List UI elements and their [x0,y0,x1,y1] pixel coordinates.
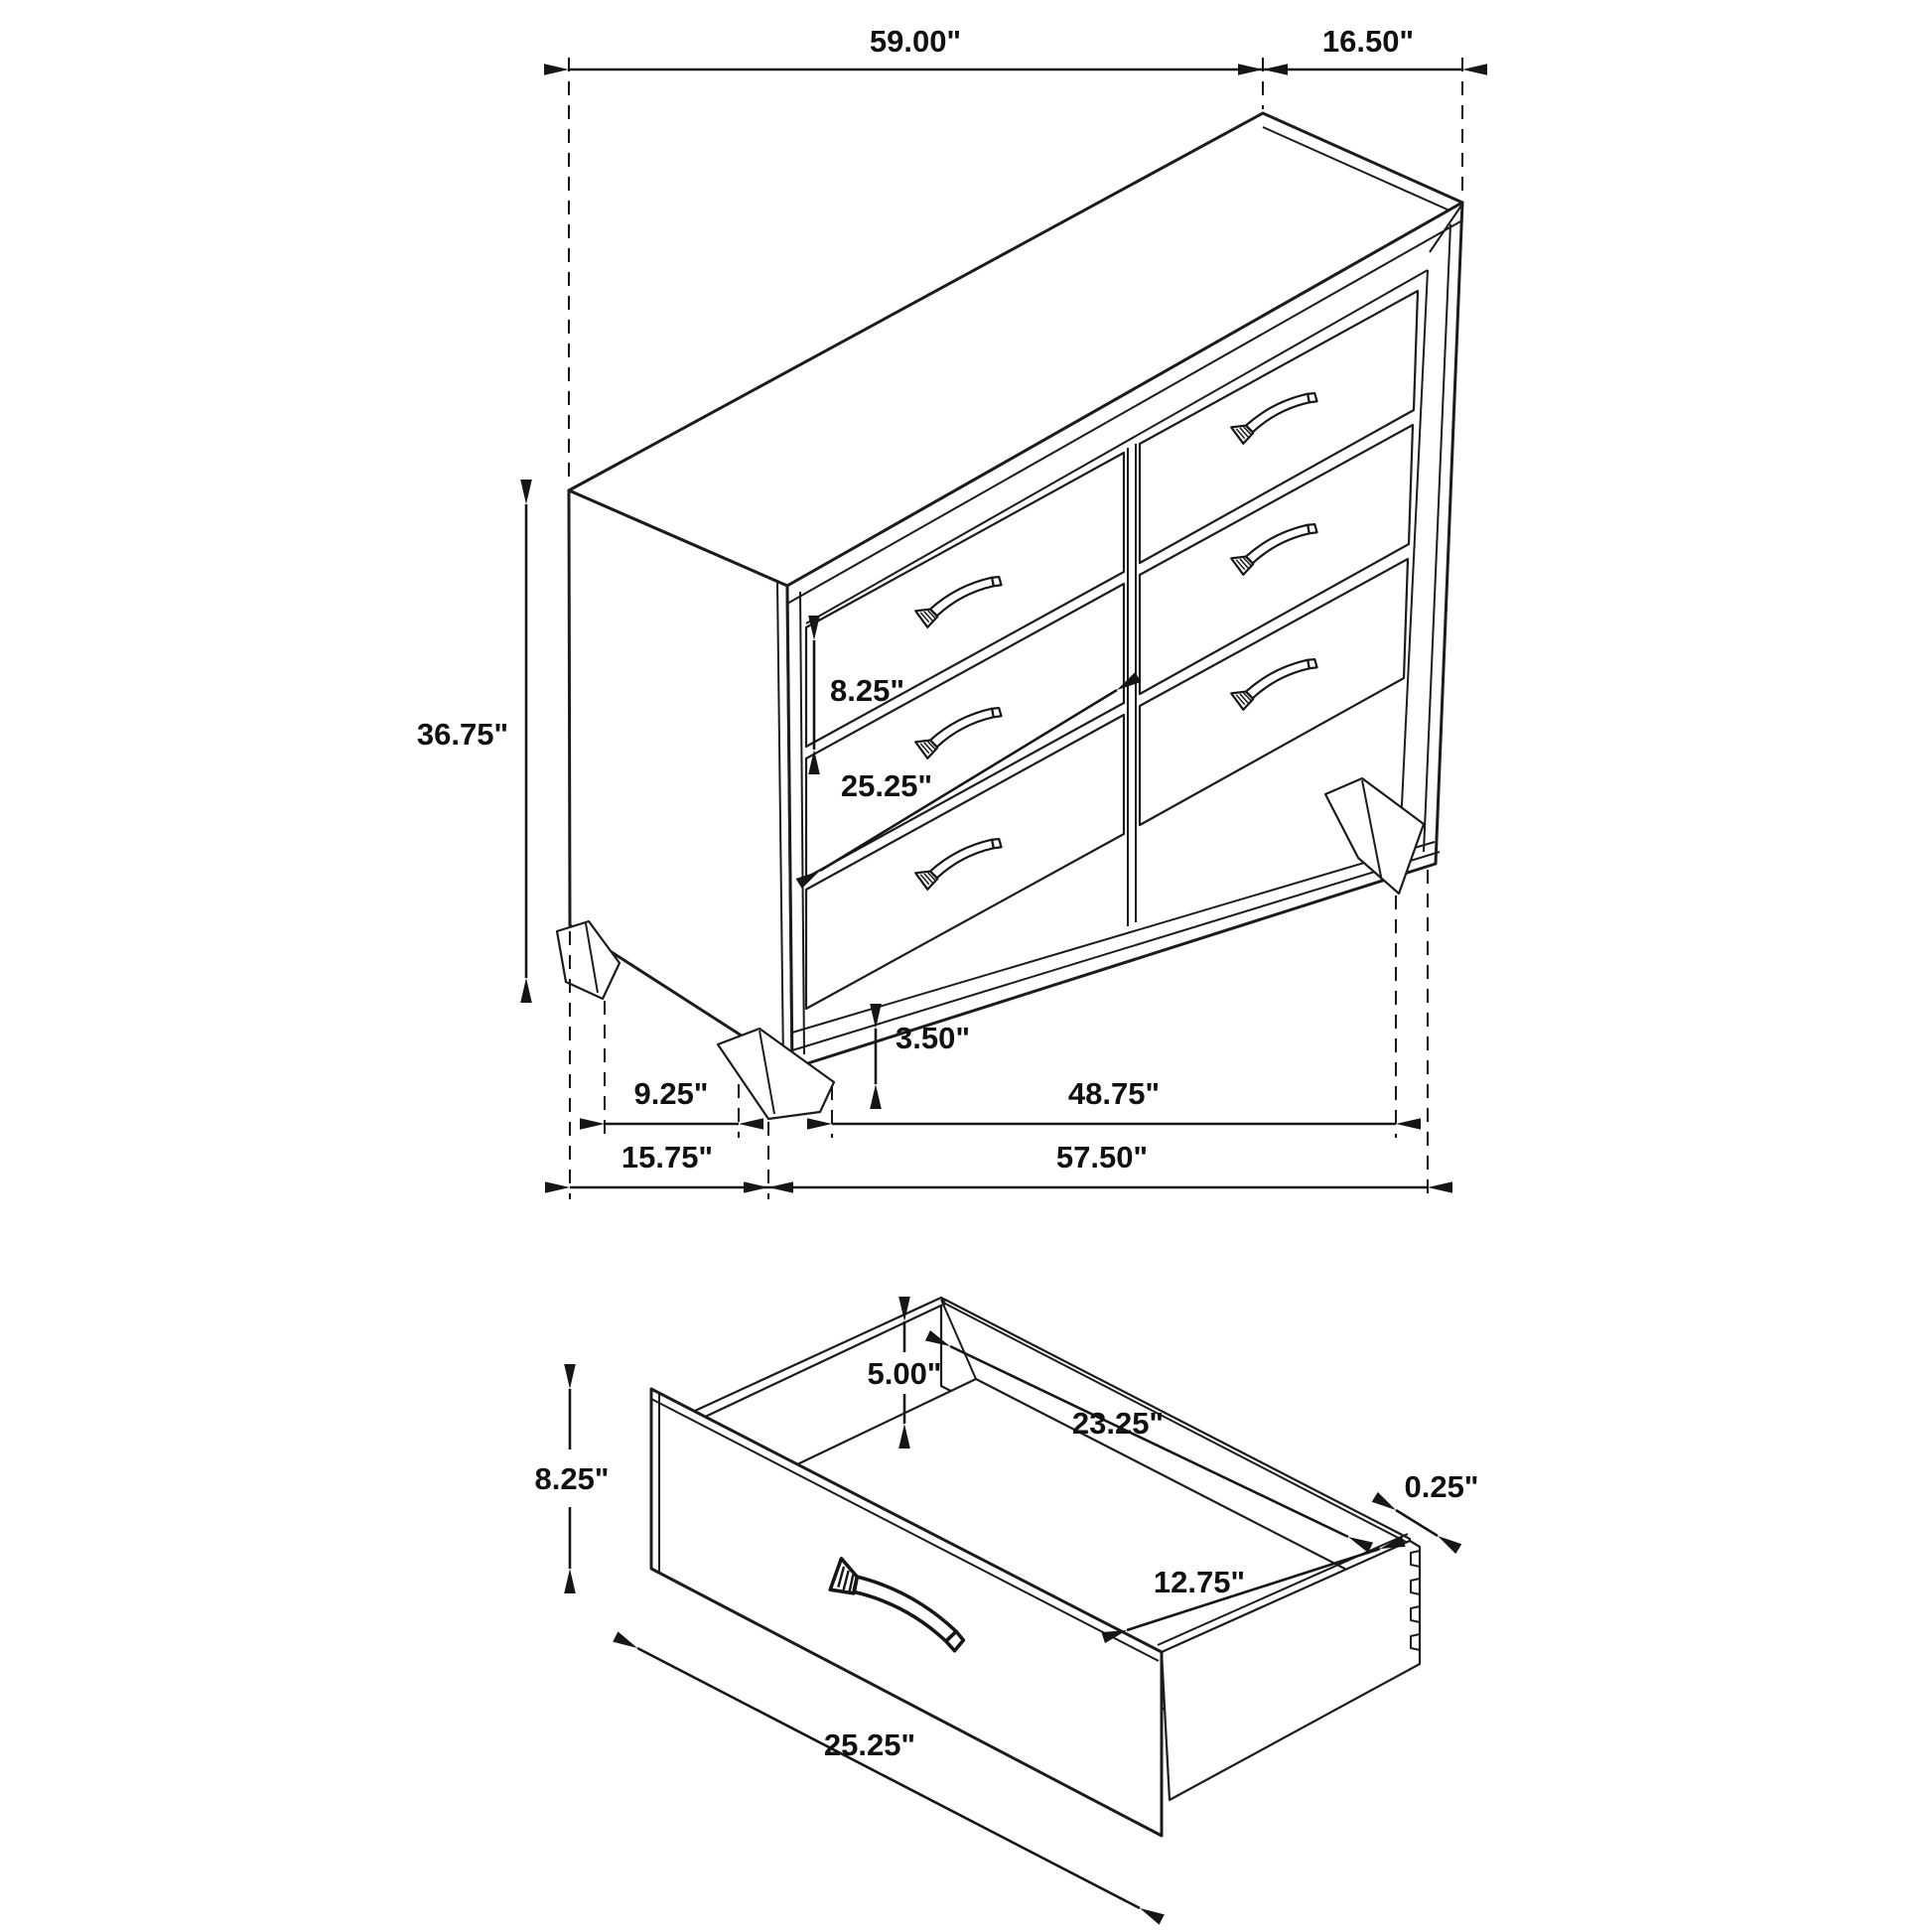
dim-label-depth-top: 16.50" [1321,24,1415,59]
dim-label-depth-bottom: 15.75" [621,1140,714,1174]
dim-label-width-bottom: 57.50" [1055,1140,1149,1174]
dim-label-inner-length: 23.25" [1071,1406,1165,1441]
dim-label-foot-spacing: 9.25" [633,1076,709,1111]
drawer-body [651,1298,1420,1836]
dim-label-drawer-height: 8.25" [830,673,905,708]
dim-label-height: 36.75" [416,717,509,752]
dim-label-width-top: 59.00" [869,24,962,59]
dim-line-panel-thickness [1396,1510,1438,1536]
dim-label-front-height: 8.25" [534,1461,610,1496]
dresser-view [417,24,1462,1199]
dresser-body [557,113,1462,1119]
drawer-view [534,1298,1478,1908]
dim-label-front-width-bottom: 48.75" [1067,1076,1161,1111]
dim-label-front-width: 25.25" [823,1727,916,1762]
dim-label-drawer-width: 25.25" [840,768,933,803]
dim-label-inner-height: 5.00" [867,1356,942,1391]
dim-label-inner-width: 12.75" [1153,1565,1246,1599]
dim-label-panel-thickness: 0.25" [1404,1469,1479,1504]
dim-label-foot-height: 3.50" [896,1021,971,1055]
